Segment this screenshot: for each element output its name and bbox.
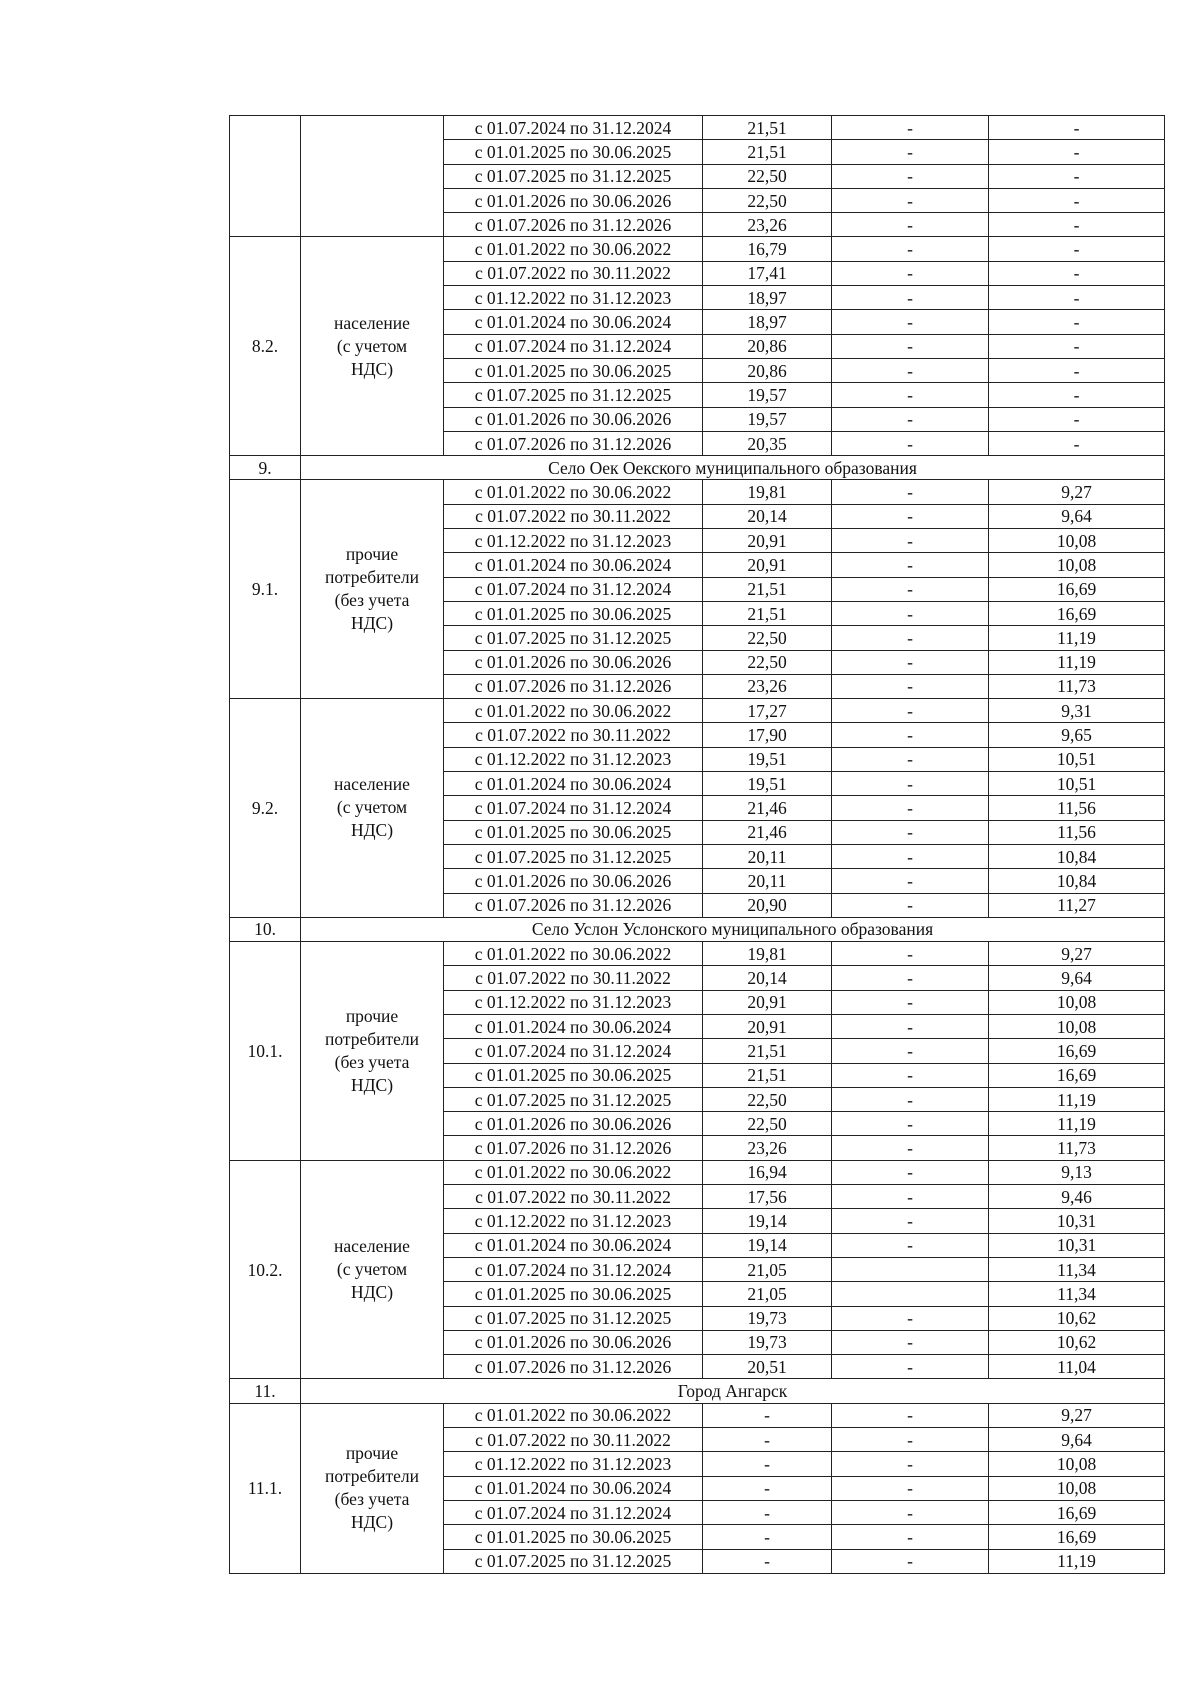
tariff-value-3: 9,27 bbox=[989, 1403, 1165, 1427]
tariff-value-1: 20,91 bbox=[703, 553, 832, 577]
section-number: 11. bbox=[230, 1379, 301, 1403]
period-cell: с 01.01.2025 по 30.06.2025 bbox=[444, 358, 703, 382]
tariff-value-3: 9,31 bbox=[989, 699, 1165, 723]
period-cell: с 01.01.2026 по 30.06.2026 bbox=[444, 869, 703, 893]
tariff-value-2: - bbox=[832, 844, 989, 868]
period-cell: с 01.01.2022 по 30.06.2022 bbox=[444, 1403, 703, 1427]
period-cell: с 01.12.2022 по 31.12.2023 bbox=[444, 286, 703, 310]
tariff-value-3: 9,64 bbox=[989, 1428, 1165, 1452]
tariff-value-1: 22,50 bbox=[703, 626, 832, 650]
tariff-value-1: - bbox=[703, 1452, 832, 1476]
tariff-value-3: 9,27 bbox=[989, 942, 1165, 966]
tariff-value-3: 16,69 bbox=[989, 1063, 1165, 1087]
period-cell: с 01.01.2024 по 30.06.2024 bbox=[444, 1476, 703, 1500]
tariff-value-1: 21,51 bbox=[703, 140, 832, 164]
tariff-value-2: - bbox=[832, 796, 989, 820]
tariff-value-1: 20,91 bbox=[703, 990, 832, 1014]
tariff-value-1: - bbox=[703, 1428, 832, 1452]
tariff-value-1: 21,46 bbox=[703, 820, 832, 844]
tariff-value-2: - bbox=[832, 1039, 989, 1063]
tariff-value-3: - bbox=[989, 188, 1165, 212]
tariff-value-2 bbox=[832, 1282, 989, 1306]
tariff-value-3: 11,19 bbox=[989, 650, 1165, 674]
period-cell: с 01.12.2022 по 31.12.2023 bbox=[444, 747, 703, 771]
consumer-category-line: (без учета bbox=[334, 1051, 410, 1072]
tariff-value-2: - bbox=[832, 1160, 989, 1184]
period-cell: с 01.07.2024 по 31.12.2024 bbox=[444, 796, 703, 820]
tariff-value-2: - bbox=[832, 1136, 989, 1160]
item-number bbox=[230, 116, 301, 237]
consumer-category-line: потребители bbox=[324, 1466, 420, 1487]
period-cell: с 01.01.2025 по 30.06.2025 bbox=[444, 140, 703, 164]
tariff-value-3: - bbox=[989, 334, 1165, 358]
tariff-value-2: - bbox=[832, 1306, 989, 1330]
tariff-value-2: - bbox=[832, 1185, 989, 1209]
tariff-row bbox=[230, 699, 1165, 723]
tariff-value-3: 11,34 bbox=[989, 1257, 1165, 1281]
tariff-value-3: 16,69 bbox=[989, 1039, 1165, 1063]
tariff-value-3: 11,04 bbox=[989, 1355, 1165, 1379]
tariff-value-1: 19,51 bbox=[703, 772, 832, 796]
tariff-value-2: - bbox=[832, 1330, 989, 1354]
period-cell: с 01.07.2024 по 31.12.2024 bbox=[444, 577, 703, 601]
tariff-value-1: 16,94 bbox=[703, 1160, 832, 1184]
tariff-value-3: 10,62 bbox=[989, 1306, 1165, 1330]
period-cell: с 01.07.2026 по 31.12.2026 bbox=[444, 1355, 703, 1379]
tariff-value-2: - bbox=[832, 942, 989, 966]
period-cell: с 01.01.2025 по 30.06.2025 bbox=[444, 1282, 703, 1306]
tariff-value-2: - bbox=[832, 747, 989, 771]
tariff-value-3: 11,73 bbox=[989, 674, 1165, 698]
tariff-value-3: 16,69 bbox=[989, 601, 1165, 625]
tariff-value-1: 20,86 bbox=[703, 334, 832, 358]
section-row bbox=[230, 456, 1165, 480]
tariff-value-1: 17,41 bbox=[703, 261, 832, 285]
period-cell: с 01.07.2025 по 31.12.2025 bbox=[444, 1306, 703, 1330]
tariff-value-2: - bbox=[832, 772, 989, 796]
tariff-value-1: 19,73 bbox=[703, 1330, 832, 1354]
tariff-value-3: 11,56 bbox=[989, 796, 1165, 820]
item-number: 10.1. bbox=[230, 942, 301, 1161]
consumer-category bbox=[301, 1403, 444, 1573]
tariff-value-3: 10,62 bbox=[989, 1330, 1165, 1354]
consumer-category-line: население bbox=[334, 312, 410, 333]
item-number: 11.1. bbox=[230, 1403, 301, 1573]
period-cell: с 01.07.2025 по 31.12.2025 bbox=[444, 1549, 703, 1573]
period-cell: с 01.12.2022 по 31.12.2023 bbox=[444, 529, 703, 553]
tariff-value-2: - bbox=[832, 893, 989, 917]
tariff-value-1: - bbox=[703, 1549, 832, 1573]
tariff-value-1: - bbox=[703, 1403, 832, 1427]
tariff-value-2: - bbox=[832, 1525, 989, 1549]
tariff-value-2 bbox=[832, 1257, 989, 1281]
tariff-value-2: - bbox=[832, 553, 989, 577]
consumer-category-line: потребители bbox=[324, 567, 420, 588]
tariff-value-3: 9,27 bbox=[989, 480, 1165, 504]
tariff-value-3: 16,69 bbox=[989, 1500, 1165, 1524]
tariff-value-1: 23,26 bbox=[703, 674, 832, 698]
tariff-value-1: 17,27 bbox=[703, 699, 832, 723]
consumer-category bbox=[301, 237, 444, 456]
tariff-value-1: 20,11 bbox=[703, 844, 832, 868]
tariff-value-1: 17,90 bbox=[703, 723, 832, 747]
tariff-value-2: - bbox=[832, 626, 989, 650]
period-cell: с 01.01.2024 по 30.06.2024 bbox=[444, 553, 703, 577]
tariff-value-1: 19,51 bbox=[703, 747, 832, 771]
period-cell: с 01.01.2026 по 30.06.2026 bbox=[444, 1330, 703, 1354]
tariff-value-2: - bbox=[832, 1355, 989, 1379]
tariff-value-3: - bbox=[989, 237, 1165, 261]
tariff-value-3: - bbox=[989, 310, 1165, 334]
tariff-value-3: 10,31 bbox=[989, 1209, 1165, 1233]
tariff-value-1: 23,26 bbox=[703, 1136, 832, 1160]
consumer-category-line: НДС) bbox=[350, 1282, 394, 1303]
item-number: 10.2. bbox=[230, 1160, 301, 1379]
period-cell: с 01.07.2025 по 31.12.2025 bbox=[444, 1087, 703, 1111]
period-cell: с 01.01.2025 по 30.06.2025 bbox=[444, 601, 703, 625]
tariff-value-2: - bbox=[832, 140, 989, 164]
tariff-value-1: 22,50 bbox=[703, 188, 832, 212]
tariff-value-2: - bbox=[832, 577, 989, 601]
tariff-value-2: - bbox=[832, 480, 989, 504]
tariff-value-3: 16,69 bbox=[989, 577, 1165, 601]
tariff-value-3: 9,46 bbox=[989, 1185, 1165, 1209]
item-number: 8.2. bbox=[230, 237, 301, 456]
tariff-value-3: 10,08 bbox=[989, 1452, 1165, 1476]
tariff-value-2: - bbox=[832, 1014, 989, 1038]
tariff-value-1: 21,05 bbox=[703, 1282, 832, 1306]
tariff-value-1: 23,26 bbox=[703, 213, 832, 237]
tariff-value-3: 11,73 bbox=[989, 1136, 1165, 1160]
tariff-value-2: - bbox=[832, 723, 989, 747]
tariff-value-2: - bbox=[832, 674, 989, 698]
period-cell: с 01.07.2024 по 31.12.2024 bbox=[444, 334, 703, 358]
tariff-value-3: 16,69 bbox=[989, 1525, 1165, 1549]
consumer-category-line: (без учета bbox=[334, 590, 410, 611]
tariff-value-3: - bbox=[989, 140, 1165, 164]
tariff-row bbox=[230, 237, 1165, 261]
tariff-value-1: 20,86 bbox=[703, 358, 832, 382]
tariff-value-3: - bbox=[989, 261, 1165, 285]
tariff-row bbox=[230, 116, 1165, 140]
consumer-category-line: прочие bbox=[345, 1443, 399, 1464]
tariff-value-3: - bbox=[989, 164, 1165, 188]
tariff-value-2: - bbox=[832, 1549, 989, 1573]
tariff-value-3: - bbox=[989, 407, 1165, 431]
tariff-value-2: - bbox=[832, 1112, 989, 1136]
tariff-value-1: 19,57 bbox=[703, 383, 832, 407]
tariff-value-3: 10,08 bbox=[989, 1476, 1165, 1500]
tariff-value-2: - bbox=[832, 310, 989, 334]
tariff-value-3: 11,34 bbox=[989, 1282, 1165, 1306]
tariff-value-2: - bbox=[832, 1500, 989, 1524]
period-cell: с 01.01.2026 по 30.06.2026 bbox=[444, 188, 703, 212]
period-cell: с 01.01.2024 по 30.06.2024 bbox=[444, 1233, 703, 1257]
tariff-value-3: - bbox=[989, 358, 1165, 382]
tariff-value-2: - bbox=[832, 358, 989, 382]
tariff-table bbox=[229, 115, 1165, 1574]
tariff-value-3: - bbox=[989, 213, 1165, 237]
tariff-value-1: 17,56 bbox=[703, 1185, 832, 1209]
tariff-value-3: 10,08 bbox=[989, 990, 1165, 1014]
period-cell: с 01.07.2026 по 31.12.2026 bbox=[444, 1136, 703, 1160]
period-cell: с 01.01.2024 по 30.06.2024 bbox=[444, 310, 703, 334]
tariff-value-2: - bbox=[832, 1209, 989, 1233]
tariff-value-1: 21,51 bbox=[703, 116, 832, 140]
tariff-value-3: 10,08 bbox=[989, 1014, 1165, 1038]
tariff-value-2: - bbox=[832, 1087, 989, 1111]
tariff-value-2: - bbox=[832, 164, 989, 188]
tariff-value-3: 11,19 bbox=[989, 1112, 1165, 1136]
period-cell: с 01.07.2025 по 31.12.2025 bbox=[444, 844, 703, 868]
consumer-category bbox=[301, 942, 444, 1161]
tariff-value-2: - bbox=[832, 334, 989, 358]
tariff-value-2: - bbox=[832, 1063, 989, 1087]
period-cell: с 01.07.2022 по 30.11.2022 bbox=[444, 504, 703, 528]
tariff-value-3: 9,65 bbox=[989, 723, 1165, 747]
tariff-value-1: 19,73 bbox=[703, 1306, 832, 1330]
consumer-category-line: НДС) bbox=[350, 1074, 394, 1095]
consumer-category-line: НДС) bbox=[350, 358, 394, 379]
tariff-value-3: 11,19 bbox=[989, 626, 1165, 650]
tariff-value-2: - bbox=[832, 1476, 989, 1500]
tariff-value-2: - bbox=[832, 869, 989, 893]
tariff-value-2: - bbox=[832, 1233, 989, 1257]
tariff-value-1: 21,51 bbox=[703, 1039, 832, 1063]
tariff-value-1: - bbox=[703, 1525, 832, 1549]
consumer-category-line: потребители bbox=[324, 1028, 420, 1049]
tariff-value-1: 20,90 bbox=[703, 893, 832, 917]
tariff-value-3: 10,51 bbox=[989, 772, 1165, 796]
tariff-value-2: - bbox=[832, 504, 989, 528]
section-title: Город Ангарск bbox=[301, 1379, 1165, 1403]
tariff-value-2: - bbox=[832, 1452, 989, 1476]
item-number: 9.1. bbox=[230, 480, 301, 699]
tariff-value-3: 11,27 bbox=[989, 893, 1165, 917]
tariff-value-2: - bbox=[832, 990, 989, 1014]
period-cell: с 01.07.2022 по 30.11.2022 bbox=[444, 1185, 703, 1209]
period-cell: с 01.01.2026 по 30.06.2026 bbox=[444, 650, 703, 674]
consumer-category bbox=[301, 116, 444, 237]
period-cell: с 01.01.2022 по 30.06.2022 bbox=[444, 480, 703, 504]
consumer-category-line: (с учетом bbox=[336, 797, 408, 818]
tariff-value-3: - bbox=[989, 116, 1165, 140]
consumer-category-line: население bbox=[334, 774, 410, 795]
tariff-value-1: 20,51 bbox=[703, 1355, 832, 1379]
period-cell: с 01.01.2026 по 30.06.2026 bbox=[444, 1112, 703, 1136]
section-number: 9. bbox=[230, 456, 301, 480]
period-cell: с 01.12.2022 по 31.12.2023 bbox=[444, 990, 703, 1014]
section-title: Село Оек Оекского муниципального образования bbox=[301, 456, 1165, 480]
tariff-value-3: 10,51 bbox=[989, 747, 1165, 771]
tariff-value-3: 11,19 bbox=[989, 1087, 1165, 1111]
tariff-value-2: - bbox=[832, 431, 989, 455]
tariff-value-2: - bbox=[832, 213, 989, 237]
tariff-value-1: 19,57 bbox=[703, 407, 832, 431]
tariff-value-3: 10,08 bbox=[989, 529, 1165, 553]
consumer-category-line: НДС) bbox=[350, 613, 394, 634]
period-cell: с 01.12.2022 по 31.12.2023 bbox=[444, 1209, 703, 1233]
tariff-value-3: 9,64 bbox=[989, 504, 1165, 528]
tariff-value-1: 22,50 bbox=[703, 650, 832, 674]
tariff-value-1: 20,14 bbox=[703, 504, 832, 528]
tariff-value-1: 21,51 bbox=[703, 1063, 832, 1087]
tariff-value-3: 9,13 bbox=[989, 1160, 1165, 1184]
consumer-category bbox=[301, 480, 444, 699]
tariff-value-1: 19,14 bbox=[703, 1209, 832, 1233]
tariff-value-1: 19,81 bbox=[703, 942, 832, 966]
period-cell: с 01.07.2022 по 30.11.2022 bbox=[444, 966, 703, 990]
tariff-value-1: - bbox=[703, 1476, 832, 1500]
tariff-table-body bbox=[230, 116, 1165, 1574]
period-cell: с 01.07.2026 по 31.12.2026 bbox=[444, 431, 703, 455]
tariff-row bbox=[230, 480, 1165, 504]
consumer-category-line: (без учета bbox=[334, 1489, 410, 1510]
consumer-category-line: НДС) bbox=[350, 820, 394, 841]
section-title: Село Услон Услонского муниципального образования bbox=[301, 917, 1165, 941]
tariff-value-3: 11,56 bbox=[989, 820, 1165, 844]
period-cell: с 01.07.2026 по 31.12.2026 bbox=[444, 893, 703, 917]
period-cell: с 01.01.2025 по 30.06.2025 bbox=[444, 820, 703, 844]
tariff-value-2: - bbox=[832, 601, 989, 625]
tariff-value-1: 22,50 bbox=[703, 1087, 832, 1111]
tariff-value-1: 22,50 bbox=[703, 1112, 832, 1136]
period-cell: с 01.07.2025 по 31.12.2025 bbox=[444, 164, 703, 188]
tariff-value-2: - bbox=[832, 529, 989, 553]
tariff-value-2: - bbox=[832, 261, 989, 285]
tariff-value-3: 11,19 bbox=[989, 1549, 1165, 1573]
tariff-value-2: - bbox=[832, 188, 989, 212]
period-cell: с 01.01.2026 по 30.06.2026 bbox=[444, 407, 703, 431]
tariff-value-2: - bbox=[832, 1403, 989, 1427]
consumer-category-line: (с учетом bbox=[336, 1259, 408, 1280]
tariff-value-3: - bbox=[989, 431, 1165, 455]
tariff-value-1: 20,35 bbox=[703, 431, 832, 455]
period-cell: с 01.07.2024 по 31.12.2024 bbox=[444, 1257, 703, 1281]
period-cell: с 01.07.2025 по 31.12.2025 bbox=[444, 626, 703, 650]
tariff-value-1: 20,11 bbox=[703, 869, 832, 893]
consumer-category-line: прочие bbox=[345, 1005, 399, 1026]
consumer-category bbox=[301, 699, 444, 918]
tariff-value-3: 10,84 bbox=[989, 844, 1165, 868]
period-cell: с 01.07.2022 по 30.11.2022 bbox=[444, 723, 703, 747]
tariff-value-1: 16,79 bbox=[703, 237, 832, 261]
tariff-value-2: - bbox=[832, 286, 989, 310]
tariff-value-2: - bbox=[832, 699, 989, 723]
section-row bbox=[230, 1379, 1165, 1403]
period-cell: с 01.01.2025 по 30.06.2025 bbox=[444, 1063, 703, 1087]
tariff-value-3: 9,64 bbox=[989, 966, 1165, 990]
tariff-value-2: - bbox=[832, 966, 989, 990]
tariff-value-3: 10,31 bbox=[989, 1233, 1165, 1257]
tariff-value-3: 10,84 bbox=[989, 869, 1165, 893]
tariff-value-1: 18,97 bbox=[703, 286, 832, 310]
tariff-value-1: 18,97 bbox=[703, 310, 832, 334]
section-row bbox=[230, 917, 1165, 941]
tariff-value-1: 20,14 bbox=[703, 966, 832, 990]
period-cell: с 01.07.2024 по 31.12.2024 bbox=[444, 1039, 703, 1063]
item-number: 9.2. bbox=[230, 699, 301, 918]
tariff-value-1: 22,50 bbox=[703, 164, 832, 188]
tariff-value-2: - bbox=[832, 383, 989, 407]
tariff-value-2: - bbox=[832, 650, 989, 674]
tariff-row bbox=[230, 1160, 1165, 1184]
period-cell: с 01.07.2025 по 31.12.2025 bbox=[444, 383, 703, 407]
section-number: 10. bbox=[230, 917, 301, 941]
period-cell: с 01.07.2022 по 30.11.2022 bbox=[444, 261, 703, 285]
period-cell: с 01.01.2022 по 30.06.2022 bbox=[444, 1160, 703, 1184]
tariff-value-1: 21,46 bbox=[703, 796, 832, 820]
tariff-value-2: - bbox=[832, 407, 989, 431]
tariff-value-1: 20,91 bbox=[703, 1014, 832, 1038]
tariff-value-3: - bbox=[989, 383, 1165, 407]
period-cell: с 01.01.2025 по 30.06.2025 bbox=[444, 1525, 703, 1549]
consumer-category-line: прочие bbox=[345, 544, 399, 565]
tariff-value-1: 19,14 bbox=[703, 1233, 832, 1257]
period-cell: с 01.07.2026 по 31.12.2026 bbox=[444, 213, 703, 237]
tariff-value-2: - bbox=[832, 1428, 989, 1452]
tariff-value-2: - bbox=[832, 820, 989, 844]
period-cell: с 01.01.2022 по 30.06.2022 bbox=[444, 942, 703, 966]
tariff-value-1: 19,81 bbox=[703, 480, 832, 504]
period-cell: с 01.07.2024 по 31.12.2024 bbox=[444, 1500, 703, 1524]
tariff-value-2: - bbox=[832, 237, 989, 261]
period-cell: с 01.01.2024 по 30.06.2024 bbox=[444, 1014, 703, 1038]
period-cell: с 01.01.2024 по 30.06.2024 bbox=[444, 772, 703, 796]
tariff-value-3: - bbox=[989, 286, 1165, 310]
period-cell: с 01.07.2026 по 31.12.2026 bbox=[444, 674, 703, 698]
consumer-category-line: (с учетом bbox=[336, 335, 408, 356]
tariff-row bbox=[230, 1403, 1165, 1427]
period-cell: с 01.07.2024 по 31.12.2024 bbox=[444, 116, 703, 140]
tariff-value-1: 20,91 bbox=[703, 529, 832, 553]
period-cell: с 01.01.2022 по 30.06.2022 bbox=[444, 237, 703, 261]
tariff-value-3: 10,08 bbox=[989, 553, 1165, 577]
tariff-value-1: - bbox=[703, 1500, 832, 1524]
consumer-category-line: НДС) bbox=[350, 1512, 394, 1533]
tariff-value-2: - bbox=[832, 116, 989, 140]
period-cell: с 01.07.2022 по 30.11.2022 bbox=[444, 1428, 703, 1452]
period-cell: с 01.12.2022 по 31.12.2023 bbox=[444, 1452, 703, 1476]
tariff-row bbox=[230, 942, 1165, 966]
tariff-value-1: 21,05 bbox=[703, 1257, 832, 1281]
tariff-value-1: 21,51 bbox=[703, 577, 832, 601]
tariff-value-1: 21,51 bbox=[703, 601, 832, 625]
consumer-category-line: население bbox=[334, 1236, 410, 1257]
consumer-category bbox=[301, 1160, 444, 1379]
period-cell: с 01.01.2022 по 30.06.2022 bbox=[444, 699, 703, 723]
